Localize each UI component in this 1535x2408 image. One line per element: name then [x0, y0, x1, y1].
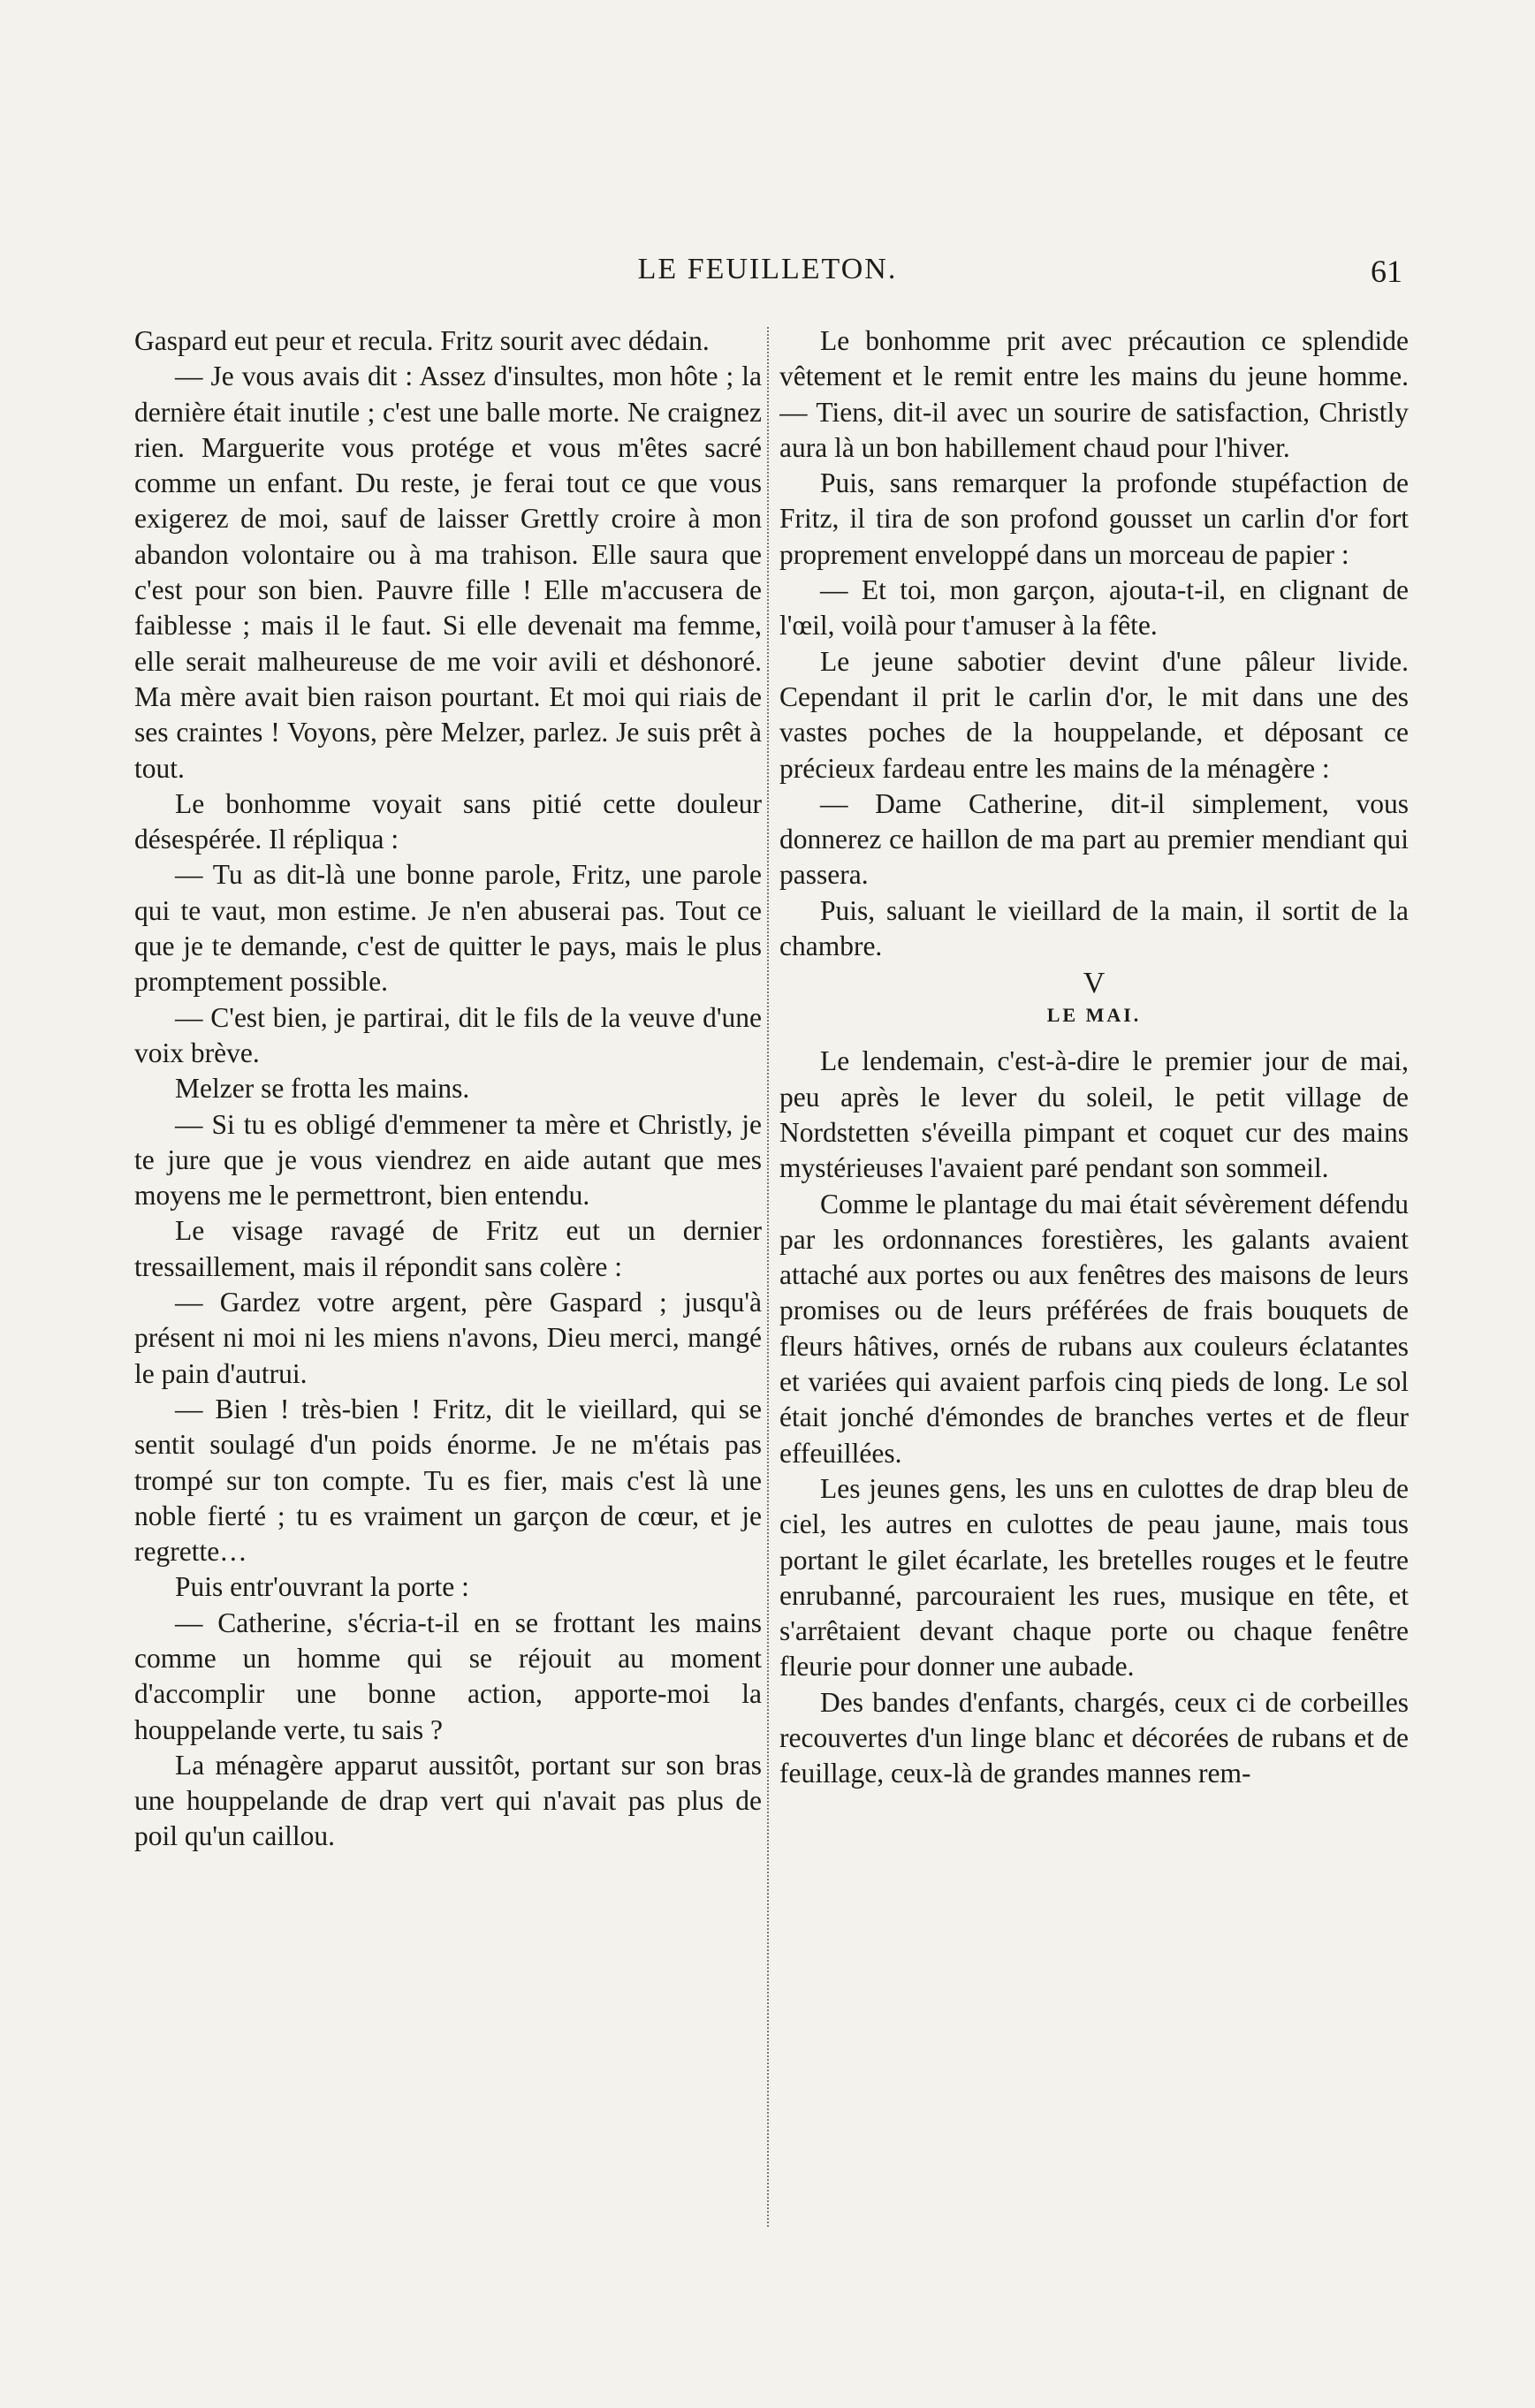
column-divider — [767, 327, 770, 2227]
chapter-title: LE MAI. — [1046, 1004, 1142, 1027]
running-header — [0, 253, 1535, 297]
paragraph: Puis, sans remarquer la profonde stupéfaction de Fritz, il tira de son profond gousset un carlin d'or fort proprement enveloppé dans un morceau de papier : — [779, 467, 1409, 570]
running-title: LE FEUILLETON. — [637, 253, 898, 285]
paragraph: — Catherine, s'écria-t-il en se frottant les mains comme un homme qui se réjouit au moment d'accomplir une bonne action, apporte-moi la houppelande verte, tu sais ? — [134, 1607, 762, 1745]
paragraph: — Je vous avais dit : Assez d'insultes, mon hôte ; la dernière était inutile ; c'est une balle morte. Ne craignez rien. Marguerite vous protége et vous m'êtes sacré comme un enfant. Du reste, je ferai tout ce que vous exigerez de moi, sauf de laisser Grettly croire à mon abandon volontaire ou à ma trahison. Elle saura que c'est pour son bien. Pauvre fille ! Elle m'accusera de faiblesse ; mais il le faut. Si elle devenait ma femme, elle serait malheureuse de me voir avili et déshonoré. Ma mère avait bien raison pourtant. Et moi qui riais de ses craintes ! Voyons, père Melzer, parlez. Je suis prêt à tout. — [134, 361, 762, 784]
paragraph: — Bien ! très-bien ! Fritz, dit le vieillard, qui se sentit soulagé d'un poids énorme. Je ne m'étais pas trompé sur ton compte. Tu es fier, mais c'est là une noble fierté ; tu es vraiment un garçon de cœur, et je regrette… — [134, 1393, 762, 1568]
paragraph: Gaspard eut peur et recula. Fritz sourit avec dédain. — [134, 325, 710, 356]
paragraph: La ménagère apparut aussitôt, portant sur son bras une houppelande de drap vert qui n'avait pas plus de poil qu'un caillou. — [134, 1749, 762, 1852]
paragraph: — Gardez votre argent, père Gaspard ; jusqu'à présent ni moi ni les miens n'avons, Dieu merci, mangé le pain d'autrui. — [134, 1287, 762, 1389]
paragraph: — Si tu es obligé d'emmener ta mère et Christly, je te jure que je vous viendrez en aide autant que mes moyens me le permettront, bien entendu. — [134, 1108, 762, 1212]
paragraph: Le lendemain, c'est-à-dire le premier jour de mai, peu après le lever du soleil, le petit village de Nordstetten s'éveilla pimpant et coquet cur des mains mystérieuses l'avaient paré pendant son sommeil. — [779, 1045, 1409, 1184]
right-column — [779, 323, 1409, 2223]
paragraph: Melzer se frotta les mains. — [175, 1073, 470, 1105]
left-column — [134, 323, 762, 2223]
paragraph: — Et toi, mon garçon, ajouta-t-il, en clignant de l'œil, voilà pour t'amuser à la fête. — [779, 574, 1409, 642]
paragraph: Puis entr'ouvrant la porte : — [175, 1571, 469, 1603]
paragraph: — Dame Catherine, dit-il simplement, vous donnerez ce haillon de ma part au premier mendiant qui passera. — [779, 787, 1409, 891]
paragraph: Puis, saluant le vieillard de la main, il sortit de la chambre. — [779, 894, 1409, 962]
paragraph: Comme le plantage du mai était sévèrement défendu par les ordonnances forestières, les galants avaient attaché aux portes ou aux fenêtres des maisons de leurs promises ou de leurs préférées de frais bouquets de fleurs hâtives, ornés de rubans aux couleurs éclatantes et variées qui avaient parfois cinq pieds de long. Le sol était jonché d'émondes de branches vertes et de fleur effeuillées. — [779, 1188, 1409, 1469]
chapter-number: V — [1083, 967, 1106, 1000]
paragraph: — C'est bien, je partirai, dit le fils de la veuve d'une voix brève. — [134, 1001, 762, 1068]
paragraph: Le jeune sabotier devint d'une pâleur livide. Cependant il prit le carlin d'or, le mit dans une des vastes poches de la houppelande, et déposant ce précieux fardeau entre les mains de la ménagère : — [779, 645, 1409, 784]
paragraph: Des bandes d'enfants, chargés, ceux ci de corbeilles recouvertes d'un linge blanc et décorées de rubans et de feuillage, ceux-là de grandes mannes rem- — [779, 1686, 1409, 1789]
paragraph: Le bonhomme voyait sans pitié cette douleur désespérée. Il répliqua : — [134, 787, 762, 855]
paragraph: Le bonhomme prit avec précaution ce splendide vêtement et le remit entre les mains du jeune homme. — Tiens, dit-il avec un sourire de satisfaction, Christly aura là un bon habillement chaud pour l'hiver. — [779, 325, 1409, 463]
paragraph: — Tu as dit-là une bonne parole, Fritz, une parole qui te vaut, mon estime. Je n'en abuserai pas. Tout ce que je te demande, c'est de quitter le pays, mais le plus promptement possible. — [134, 859, 762, 998]
page-number: 61 — [1371, 254, 1402, 289]
paragraph: Les jeunes gens, les uns en culottes de drap bleu de ciel, les autres en culottes de peau jaune, mais tous portant le gilet écarlate, les bretelles rouges et le feutre enrubanné, parcouraient les rues, musique en tête, et s'arrêtaient devant chaque porte ou chaque fenêtre fleurie pour donner une aubade. — [779, 1472, 1409, 1683]
paragraph: Le visage ravagé de Fritz eut un dernier tressaillement, mais il répondit sans colère : — [134, 1215, 762, 1282]
